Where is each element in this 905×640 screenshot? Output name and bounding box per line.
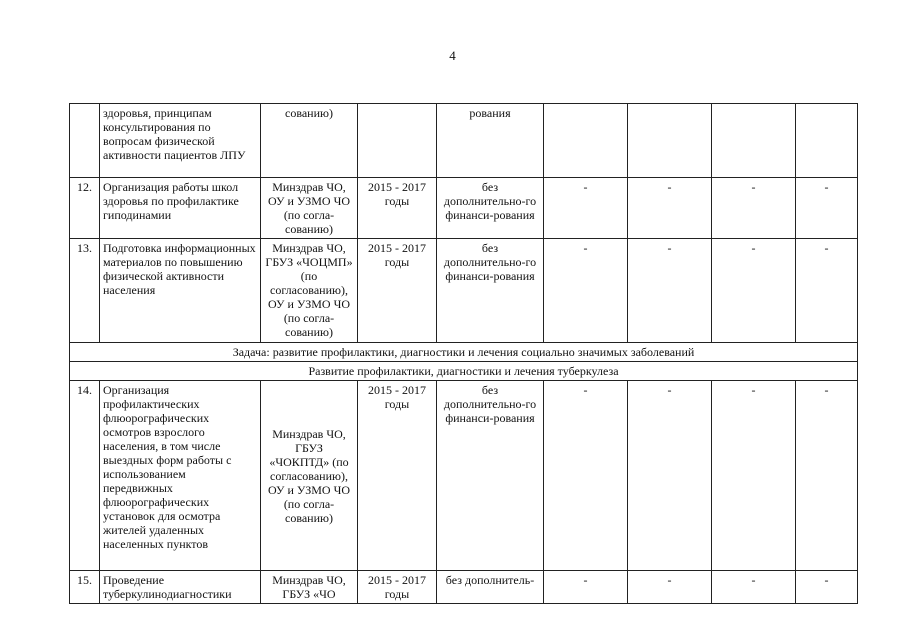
value-cell: - — [796, 239, 858, 343]
term-cell: 2015 - 2017 годы — [358, 178, 437, 239]
row-number-cell: 14. — [70, 381, 100, 571]
activity-cell: Проведение туберкулинодиагностики — [100, 571, 261, 604]
value-cell: - — [712, 178, 796, 239]
value-cell: - — [628, 239, 712, 343]
value-cell: - — [544, 178, 628, 239]
financing-cell: без дополнительно-го финанси-рования — [437, 178, 544, 239]
task-heading-row — [70, 343, 858, 362]
row-number-cell: 15. — [70, 571, 100, 604]
value-cell — [628, 104, 712, 178]
value-cell: - — [544, 239, 628, 343]
value-cell: - — [796, 178, 858, 239]
value-cell: - — [628, 381, 712, 571]
activity-cell: Организация профилактических флюорографических осмотров взрослого населения, в том числе выездных форм работы с использованием передвижных флюорографических установок для осмотра жителей удаленных населенных пунктов — [100, 381, 261, 571]
activity-cell: Организация работы школ здоровья по профилактике гиподинамии — [100, 178, 261, 239]
row-number-cell: 12. — [70, 178, 100, 239]
table-row — [70, 571, 858, 604]
value-cell: - — [796, 381, 858, 571]
term-cell: 2015 - 2017 годы — [358, 239, 437, 343]
term-cell — [358, 104, 437, 178]
financing-cell: без дополнитель- — [437, 571, 544, 604]
value-cell: - — [628, 571, 712, 604]
responsible-cell: Минздрав ЧО, ГБУЗ «ЧОЦМП» (по согласованию), ОУ и УЗМО ЧО (по согла-сованию) — [261, 239, 358, 343]
financing-cell: рования — [437, 104, 544, 178]
value-cell — [544, 104, 628, 178]
term-cell: 2015 - 2017 годы — [358, 381, 437, 571]
table-row-continuation — [70, 104, 858, 178]
value-cell: - — [712, 571, 796, 604]
value-cell — [712, 104, 796, 178]
responsible-cell: Минздрав ЧО, ГБУЗ «ЧО — [261, 571, 358, 604]
value-cell: - — [628, 178, 712, 239]
row-number-cell: 13. — [70, 239, 100, 343]
section-heading-row — [70, 362, 858, 381]
table-row — [70, 381, 858, 571]
value-cell: - — [544, 571, 628, 604]
responsible-cell: сованию) — [261, 104, 358, 178]
term-cell: 2015 - 2017 годы — [358, 571, 437, 604]
value-cell: - — [796, 571, 858, 604]
section-heading: Развитие профилактики, диагностики и лечения туберкулеза — [70, 362, 858, 381]
value-cell: - — [712, 381, 796, 571]
activities-table — [69, 103, 858, 604]
financing-cell: без дополнительно-го финанси-рования — [437, 239, 544, 343]
value-cell: - — [544, 381, 628, 571]
responsible-cell: Минздрав ЧО, ГБУЗ «ЧОКПТД» (по согласованию), ОУ и УЗМО ЧО (по согла-сованию) — [261, 381, 358, 571]
activity-cell: Подготовка информационных материалов по повышению физической активности населения — [100, 239, 261, 343]
task-heading: Задача: развитие профилактики, диагностики и лечения социально значимых заболеваний — [70, 343, 858, 362]
page-number: 4 — [449, 48, 456, 63]
value-cell: - — [712, 239, 796, 343]
financing-cell: без дополнительно-го финанси-рования — [437, 381, 544, 571]
responsible-cell: Минздрав ЧО, ОУ и УЗМО ЧО (по согла-сованию) — [261, 178, 358, 239]
table-row — [70, 178, 858, 239]
activity-cell: здоровья, принципам консультирования по вопросам физической активности пациентов ЛПУ — [100, 104, 261, 178]
value-cell — [796, 104, 858, 178]
row-number-cell — [70, 104, 100, 178]
table-row — [70, 239, 858, 343]
